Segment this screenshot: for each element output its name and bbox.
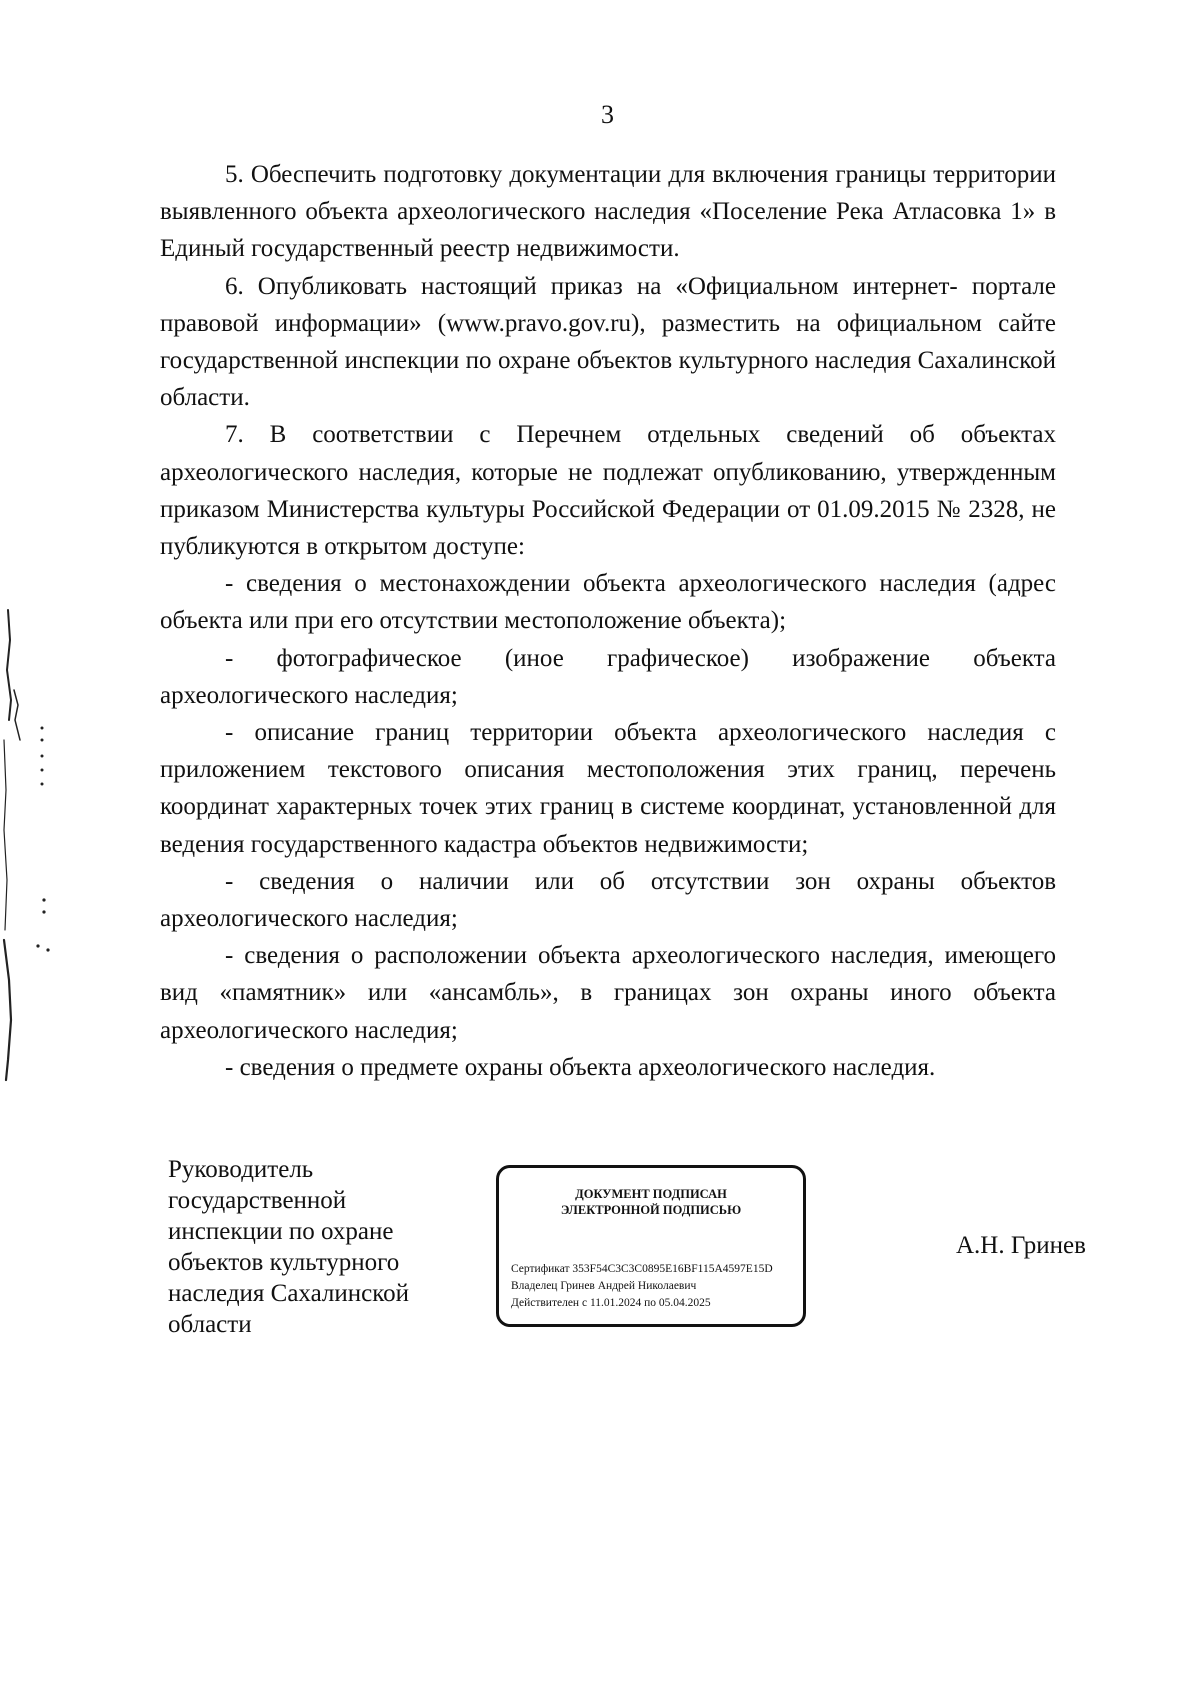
document-body (160, 156, 1056, 1086)
paragraph-item-7: 7. В соответствии с Перечнем отдельных сведений об объектах археологического наследия, которые не подлежат опубликованию, утвержденным приказом Министерства культуры Российской Федерации от 01.09.2015 № 2328, не публикуются в открытом доступе: (160, 421, 1056, 561)
signer-position-line: инспекции по охране (168, 1218, 394, 1245)
signer-position-line: Руководитель (168, 1156, 314, 1183)
stamp-title (499, 1186, 803, 1218)
paragraph-item-5: 5. Обеспечить подготовку документации для включения границы территории выявленного объекта археологического наследия «Поселение Река Атласовка 1» в Единый государственный реестр недвижимости. (160, 161, 1056, 263)
paragraph-item-6: 6. Опубликовать настоящий приказ на «Официальном интернет- портале правовой информации» (www.pravo.gov.ru), разместить на официальном сайте государственной инспекции по охране объектов культурного наследия Сахалинской области. (160, 272, 1056, 412)
stamp-certificate-info (511, 1261, 773, 1312)
stamp-validity: Действителен с 11.01.2024 по 05.04.2025 (511, 1297, 711, 1309)
list-item-protection-zones: - сведения о наличии или об отсутствии зон охраны объектов археологического наследия; (160, 867, 1056, 933)
list-item-location: - сведения о местонахождении объекта археологического наследия (адрес объекта или при его отсутствии местоположение объекта); (160, 570, 1056, 635)
stamp-title-line: ЭЛЕКТРОННОЙ ПОДПИСЬЮ (560, 1203, 742, 1217)
stamp-certificate-number: Сертификат 353F54C3C3C0895E16BF115A4597E15D (511, 1263, 773, 1275)
list-item-photo: - фотографическое (иное графическое) изображение объекта археологического наследия; (160, 644, 1056, 709)
list-item-protection-subject: - сведения о предмете охраны объекта археологического наследия. (225, 1053, 936, 1081)
stamp-owner: Владелец Гринев Андрей Николаевич (511, 1280, 697, 1292)
page-number: 3 (601, 100, 614, 129)
list-item-monument-location: - сведения о расположении объекта археологического наследия, имеющего вид «памятник» или «ансамбль», в границах зон охраны иного объекта археологического наследия; (160, 942, 1056, 1044)
signer-position-line: объектов культурного (168, 1249, 400, 1276)
stamp-title-line: ДОКУМЕНТ ПОДПИСАН (575, 1187, 727, 1201)
list-item-boundaries: - описание границ территории объекта археологического наследия с приложением текстового описания местоположения этих границ, перечень координат характерных точек этих границ в системе координат, установленной для ведения государственного кадастра объектов недвижимости; (160, 719, 1056, 858)
signer-position-line: государственной (168, 1187, 347, 1214)
signer-position (168, 1154, 409, 1340)
signer-position-line: области (168, 1311, 252, 1338)
scan-edge-marks (0, 0, 60, 1707)
electronic-signature-stamp (496, 1165, 806, 1327)
signer-position-line: наследия Сахалинской (168, 1280, 410, 1307)
signer-name: А.Н. Гринев (956, 1232, 1086, 1259)
